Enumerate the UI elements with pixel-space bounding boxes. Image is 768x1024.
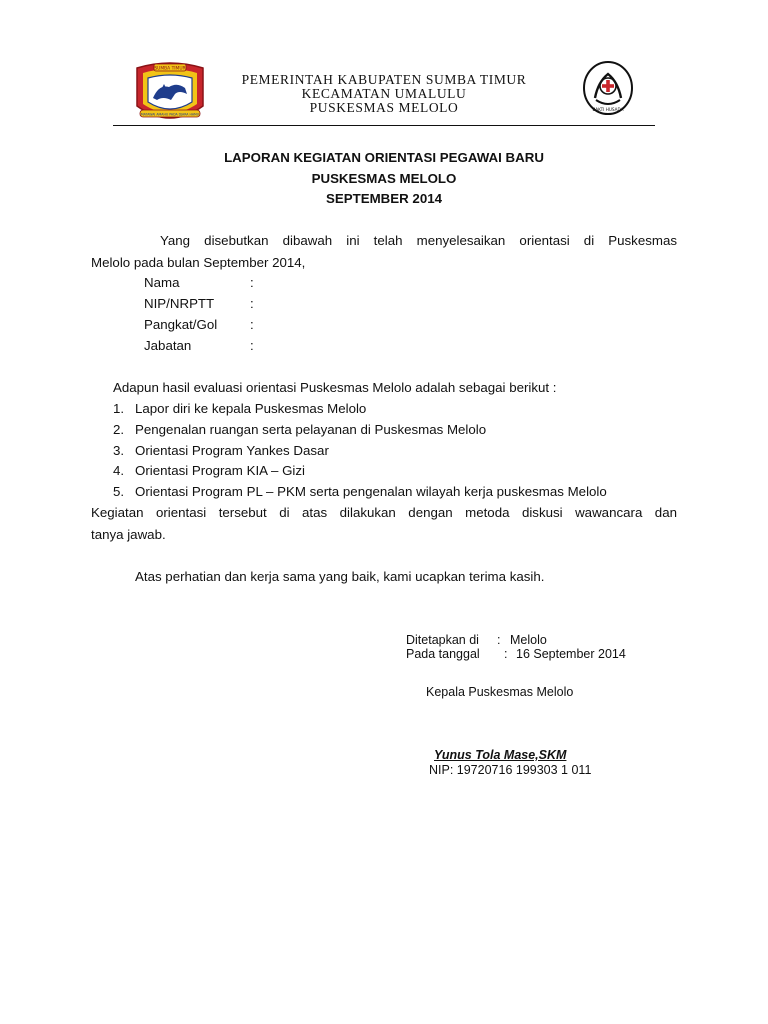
place-label: Ditetapkan di	[406, 633, 479, 647]
list-item-number: 2.	[113, 422, 125, 437]
field-label-pangkat: Pangkat/Gol	[144, 317, 218, 332]
closing-statement: Atas perhatian dan kerja sama yang baik, kami ucapkan terima kasih.	[135, 569, 545, 584]
date-label: Pada tanggal	[406, 647, 480, 661]
letterhead-divider	[113, 125, 655, 126]
list-item: Lapor diri ke kepala Puskesmas Melolo	[135, 401, 367, 416]
field-label-jabatan: Jabatan	[144, 338, 192, 353]
emblem-top-label: SUMBA TIMUR	[154, 66, 186, 72]
list-item-number: 1.	[113, 401, 125, 416]
report-title: LAPORAN KEGIATAN ORIENTASI PEGAWAI BARU	[224, 150, 544, 165]
list-item-number: 4.	[113, 463, 125, 478]
field-sep-nama: :	[250, 275, 254, 290]
bakti-husada-logo-icon	[582, 60, 634, 116]
letterhead-clinic: PUSKESMAS MELOLO	[309, 100, 459, 115]
list-item-number: 5.	[113, 484, 125, 499]
list-item: Orientasi Program KIA – Gizi	[135, 463, 305, 478]
signatory-name: Yunus Tola Mase,SKM	[434, 748, 567, 762]
field-sep-jabatan: :	[250, 338, 254, 353]
intro-line-2: Melolo pada bulan September 2014,	[91, 255, 306, 270]
signatory-position: Kepala Puskesmas Melolo	[426, 685, 574, 699]
list-item: Orientasi Program Yankes Dasar	[135, 443, 329, 458]
place-sep: :	[497, 633, 501, 647]
list-item: Orientasi Program PL – PKM serta pengenalan wilayah kerja puskesmas Melolo	[135, 484, 607, 499]
place-value: Melolo	[510, 633, 547, 647]
list-item: Pengenalan ruangan serta pelayanan di Puskesmas Melolo	[135, 422, 487, 437]
field-label-nip: NIP/NRPTT	[144, 296, 215, 311]
letterhead-government: PEMERINTAH KABUPATEN SUMBA TIMUR	[241, 72, 527, 87]
method-line-2: tanya jawab.	[91, 527, 166, 542]
letterhead-district: KECAMATAN UMALULU	[301, 86, 467, 101]
field-label-nama: Nama	[144, 275, 180, 290]
logo-caption: BAKTI HUSADA	[592, 107, 624, 112]
report-subtitle: PUSKESMAS MELOLO	[311, 171, 457, 186]
date-value: 16 September 2014	[516, 647, 626, 661]
date-sep: :	[504, 647, 508, 661]
field-sep-pangkat: :	[250, 317, 254, 332]
intro-line-1: Yang disebutkan dibawah ini telah menyelesaikan orientasi di Puskesmas	[160, 233, 677, 248]
list-item-number: 3.	[113, 443, 125, 458]
field-sep-nip: :	[250, 296, 254, 311]
evaluation-lead: Adapun hasil evaluasi orientasi Puskesmas Melolo adalah sebagai berikut :	[113, 380, 557, 395]
emblem-motto: MATAWAI AMAHU PADA DJARA HAMU	[140, 112, 200, 117]
signatory-nip: NIP: 19720716 199303 1 011	[429, 763, 592, 777]
method-line-1: Kegiatan orientasi tersebut di atas dilakukan dengan metoda diskusi wawancara dan	[91, 505, 677, 520]
report-period: SEPTEMBER 2014	[325, 191, 443, 206]
sumba-timur-emblem-icon	[131, 60, 209, 126]
